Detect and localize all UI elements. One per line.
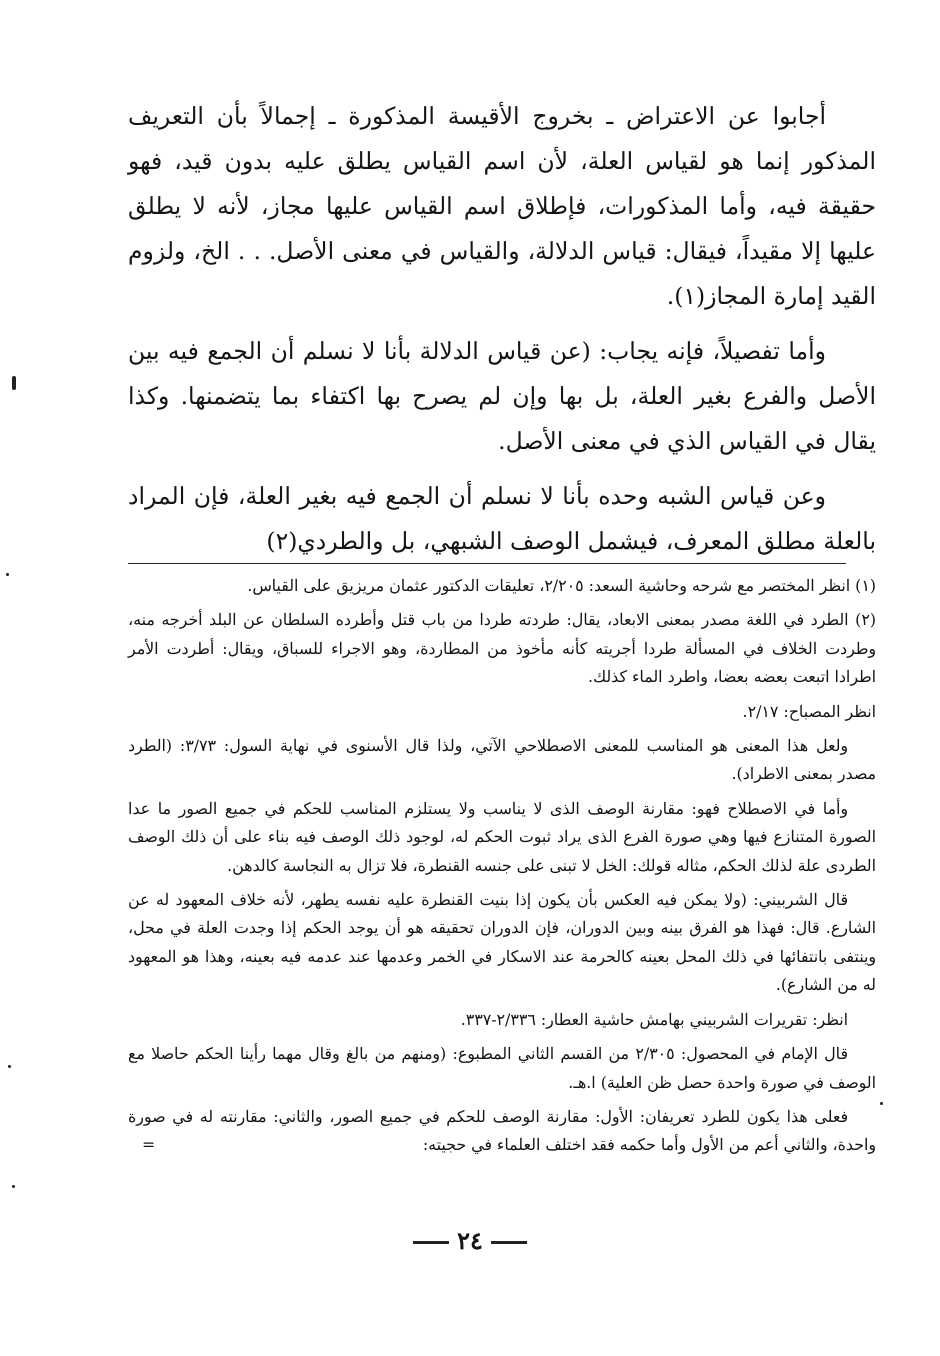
footnote-2-conclusion-text: فعلى هذا يكون للطرد تعريفان: الأول: مقارنة الوصف للحكم في جميع الصور، والثاني: مقارنته له في صورة واحدة، والثاني أعم من الأول وأما حكمه فقد اختلف العلماء في حجيته: (128, 1106, 876, 1155)
footnote-separator (128, 563, 846, 564)
footnote-2-technical-definition: وأما في الاصطلاح فهو: مقارنة الوصف الذى لا يناسب ولا يستلزم المناسب للحكم في جميع الصور ما عدا الصورة المتنازع فيها وهي صورة الفرع الذى يراد ثبوت الحكم له، لوجود ذلك الوصف فيه بناء على أن ذلك الوصف الطردى علة لذلك الحكم، مثاله قولك: الخل لا تبنى على جنسه القنطرة، فلا تزال به النجاسة كالدهن. (128, 798, 876, 875)
main-paragraph-1: أجابوا عن الاعتراض ـ بخروج الأقيسة المذكورة ـ إجمالاً بأن التعريف المذكور إنما هو لقياس العلة، لأن اسم القياس يطلق عليه بدون قيد، فهو حقيقة فيه، وأما المذكورات، فإطلاق اسم القياس عليها مجاز، لأنه لا يطلق عليها إلا مقيداً، فيقال: قياس الدلالة، والقياس في معنى الأصل. . . الخ، ولزوم القيد إمارة المجاز(١). (128, 102, 876, 310)
footnotes (128, 572, 876, 1166)
footnote-2-imam-mahsul: قال الإمام في المحصول: ٢/٣٠٥ من القسم الثاني المطبوع: (ومنهم من بالغ وقال مهما رأينا الحكم حاصلا مع الوصف في صورة واحدة حصل ظن العلية) ا.هـ. (128, 1044, 876, 1092)
scan-speck (12, 1185, 15, 1188)
main-paragraph-3: وعن قياس الشبه وحده بأنا لا نسلم أن الجمع فيه بغير العلة، فإن المراد بالعلة مطلق المعرف، فيشمل الوصف الشبهي، بل والطردي(٢) (128, 482, 876, 555)
page-number (0, 1226, 940, 1255)
page-number-dash-left (413, 1241, 449, 1244)
footnote-2-isnawi: ولعل هذا المعنى هو المناسب للمعنى الاصطلاحي الآتي، ولذا قال الأسنوى في نهاية السول: ٣/٧٣: (الطرد مصدر بمعنى الاطراد). (128, 736, 876, 784)
scan-speck (6, 573, 9, 576)
page-number-value: ٢٤ (457, 1226, 483, 1255)
footnote-2-conclusion (128, 1103, 876, 1160)
scan-speck (8, 1065, 11, 1068)
scan-speck (880, 1102, 883, 1105)
footnote-2-shirbini-quote: قال الشربيني: (ولا يمكن فيه العكس بأن يكون إذا بنيت القنطرة عليه نفسه يطهر، لأنه خلاف المعهود له عن الشارع. قال: فهذا هو الفرق بينه وبين الدوران، فإن الدوران تحقيقه هو أن يوجد الحكم إذا وجدت العلة في محل، وينتفى بانتفائها في ذلك المحل بعينه كالحرمة عند الاسكار في الخمر وعدمها عند عدمه فيه بعينه، وهذا هو المعهود له من الشارع). (128, 890, 876, 995)
main-text (128, 94, 876, 574)
footnote-2: (٢) الطرد في اللغة مصدر بمعنى الابعاد، يقال: طردته طردا من باب قتل وأطرده السلطان عن البلد أخرجه منه، وطردت الخلاف في المسألة طردا أجريته كأنه مأخوذ من المطاردة، وهو الاجراء للسباق، ويقال: أطردت الأمر اطرادا اتبعت بعضه بعضا، واطرد الماء كذلك. (128, 610, 876, 687)
footnote-2-ref-misbah: انظر المصباح: ٢/١٧. (742, 701, 876, 721)
footnote-2-ref-shirbini: انظر: تقريرات الشربيني بهامش حاشية العطار: ٢/٣٣٦-٣٣٧. (460, 1009, 848, 1029)
main-paragraph-2: وأما تفصيلاً، فإنه يجاب: (عن قياس الدلالة بأنا لا نسلم أن الجمع فيه بين الأصل والفرع بغير العلة، بل بها وإن لم يصرح بها اكتفاء بما يتضمنها. وكذا يقال في القياس الذي في معنى الأصل. (128, 337, 876, 455)
footnote-1: (١) انظر المختصر مع شرحه وحاشية السعد: ٢/٢٠٥، تعليقات الدكتور عثمان مريزيق على القياس. (247, 576, 876, 595)
continuation-mark: = (142, 1135, 156, 1155)
page-number-dash-right (491, 1241, 527, 1244)
scan-speck (12, 376, 16, 390)
